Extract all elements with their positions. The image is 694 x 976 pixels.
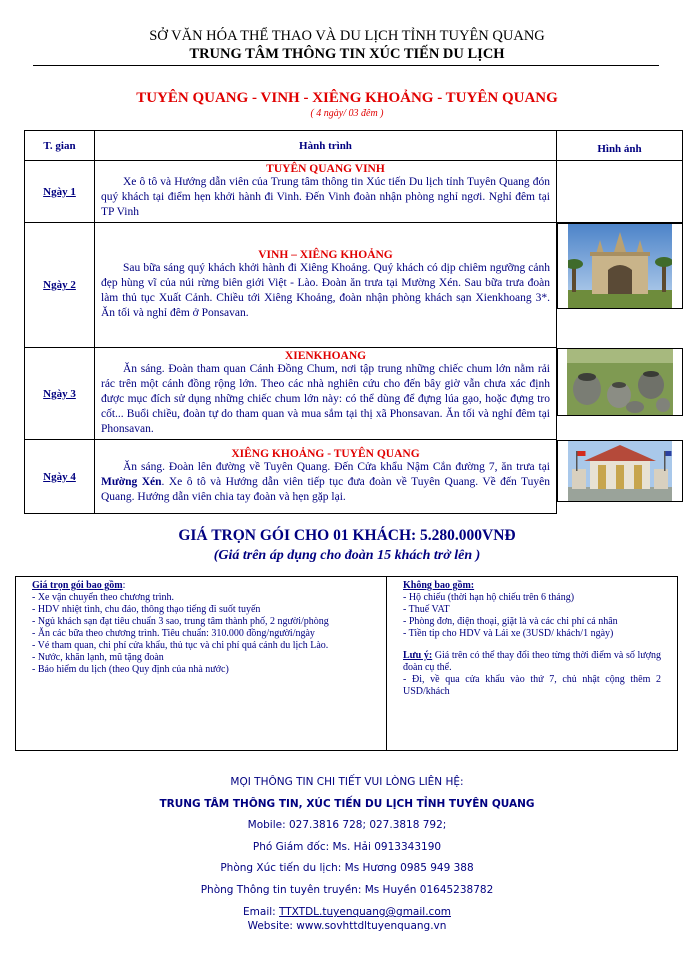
day-description	[95, 223, 557, 348]
contact-info-dept: Phòng Thông tin tuyên truyền: Ms Huyền 01645238782	[200, 883, 494, 896]
email-label: Email:	[243, 906, 280, 918]
day-description	[95, 348, 557, 440]
day-label: Ngày 2	[25, 223, 95, 348]
itinerary-row-day2	[25, 223, 683, 348]
header-divider	[33, 65, 659, 66]
day-title: VINH – XIÊNG KHOẢNG	[258, 249, 393, 261]
day-text	[95, 460, 556, 507]
day-text-bold: Mường Xén	[101, 476, 162, 488]
included-item: - HDV nhiệt tình, chu đáo, thông thạo tiếng đi suốt tuyến	[32, 604, 261, 615]
tour-duration: ( 4 ngày/ 03 đêm )	[310, 108, 384, 119]
day-text: Xe ô tô và Hướng dẫn viên của Trung tâm thông tin Xúc tiến Du lịch tỉnh Tuyên Quang đón quý khách tại điểm hẹn khởi hành đi Vinh. Đến Vinh đoàn nhận phòng nghỉ ngơi. Nghỉ đêm tại TP Vinh	[101, 176, 550, 218]
included-title	[32, 580, 370, 592]
disclaimer-text: Giá trên có thể thay đổi theo từng thời điểm và số lượng đoàn cụ thể.	[403, 650, 661, 673]
included-title-colon: :	[122, 580, 126, 591]
inclusions-table	[15, 576, 678, 751]
package-price: GIÁ TRỌN GÓI CHO 01 KHÁCH: 5.280.000VNĐ	[178, 527, 516, 544]
included-title-text: Giá trọn gói bao gồm	[32, 580, 123, 591]
day-image-cell	[557, 223, 683, 309]
border-gate-photo	[568, 441, 672, 501]
excluded-title: Không bao gồm:	[403, 580, 475, 591]
itinerary-row-day1	[25, 161, 683, 223]
header-center: TRUNG TÂM THÔNG TIN XÚC TIẾN DU LỊCH	[189, 46, 505, 62]
included-cell	[16, 577, 387, 751]
col-time-header: T. gian	[25, 131, 95, 161]
day-label: Ngày 3	[25, 348, 95, 440]
patuxai-monument-photo	[568, 224, 672, 308]
contact-promotion-dept: Phòng Xúc tiến du lịch: Ms Hương 0985 949 388	[220, 862, 474, 874]
col-image-header: Hình ảnh	[557, 131, 683, 161]
price-note: (Giá trên áp dụng cho đoàn 15 khách trở lên )	[213, 548, 481, 563]
weekend-surcharge-note: - Đi, về qua cửa khẩu vào thứ 7, chủ nhật cộng thêm 2 USD/khách	[403, 674, 661, 697]
header-department: SỞ VĂN HÓA THỂ THAO VÀ DU LỊCH TỈNH TUYÊN QUANG	[149, 28, 545, 44]
day-text-part: Ăn sáng. Đoàn lên đường về Tuyên Quang. Đến Cửa khẩu Nậm Cắn đường 7, ăn trưa tại	[123, 461, 550, 473]
excluded-item: - Phòng đơn, điện thoại, giặt là và các chi phí cá nhân	[403, 616, 618, 627]
itinerary-row-day4	[25, 440, 683, 514]
itinerary-header-row	[25, 131, 683, 161]
tour-title: TUYÊN QUANG - VINH - XIÊNG KHOẢNG - TUYÊN QUANG	[136, 90, 558, 106]
day-title: XIENKHOANG	[284, 350, 367, 362]
itinerary-table	[24, 130, 683, 514]
day-title: XIÊNG KHOẢNG - TUYÊN QUANG	[231, 448, 420, 460]
day-description	[95, 440, 557, 514]
plain-of-jars-photo	[567, 349, 673, 415]
contact-email-line	[0, 905, 694, 919]
day-image-cell	[557, 440, 683, 502]
contact-mobile: Mobile: 027.3816 728; 027.3818 792;	[247, 819, 447, 831]
contact-website[interactable]: Website: www.sovhttdltuyenquang.vn	[247, 920, 447, 932]
included-item: - Vé tham quan, chi phí cửa khẩu, thủ tục và chi phí quá cảnh du lịch Lào.	[32, 640, 329, 651]
excluded-item: - Thuế VAT	[403, 604, 450, 615]
disclaimer-label: Lưu ý:	[403, 650, 433, 661]
excluded-item: - Tiền tip cho HDV và Lái xe (3USD/ khách/1 ngày)	[403, 628, 614, 639]
email-link[interactable]: TTXTDL.tuyenquang@gmail.com	[279, 906, 451, 918]
included-item: - Bảo hiểm du lịch (theo Quy định của nhà nước)	[32, 664, 229, 675]
included-item: - Nước, khăn lạnh, mũ tặng đoàn	[32, 652, 164, 663]
day-description	[95, 161, 557, 223]
included-item: - Ăn các bữa theo chương trình. Tiêu chuẩn: 310.000 đồng/người/ngày	[32, 628, 315, 639]
contact-intro: MỌI THÔNG TIN CHI TIẾT VUI LÒNG LIÊN HỆ:	[230, 776, 464, 788]
day-title: TUYÊN QUANG VINH	[266, 163, 385, 175]
day-image-cell	[557, 348, 683, 416]
day-label: Ngày 4	[25, 440, 95, 514]
col-route-header: Hành trình	[95, 131, 557, 161]
day-text: Ăn sáng. Đoàn tham quan Cánh Đồng Chum, nơi tập trung những chiếc chum lớn nằm rải rác trên một cánh đồng rộng lớn. Theo các nhà nghiên cứu cho đến bây giờ vẫn chưa xác định được mục đích sử dụng những chiếc chum lớn này: có thể dùng để đựng lúa gạo, hoặc đựng tro cốt... Buổi chiều, đoàn tự do tham quan và mua sắm tại thị xã Phonsavan. Ăn tối và nghỉ đêm tại Phonsavan.	[101, 363, 550, 435]
day-text: Sau bữa sáng quý khách khởi hành đi Xiêng Khoảng. Quý khách có dịp chiêm ngưỡng cảnh đẹp hùng vĩ của núi rừng biên giới Việt - Lào. Đoàn ăn trưa tại Mường Xén. Sau bữa trưa đoàn làm thủ tục Xuất Cảnh. Chiều tới Xiêng Khoảng, đoàn nhận phòng khách sạn Xienkhoang 3*. Ăn tối và nghỉ đêm ở Ponsavan.	[101, 262, 550, 319]
day-text-part: . Xe ô tô và Hướng dẫn viên tiếp tục đưa đoàn về Tuyên Quang. Về đến Tuyên Quang. Hướng dẫn viên chia tay đoàn và hẹn gặp lại.	[101, 476, 550, 503]
itinerary-row-day3	[25, 348, 683, 440]
price-disclaimer	[403, 650, 661, 674]
day-label: Ngày 1	[25, 161, 95, 223]
included-item: - Xe vận chuyển theo chương trình.	[32, 592, 175, 603]
excluded-cell	[387, 577, 678, 751]
contact-deputy-director: Phó Giám đốc: Ms. Hải 0913343190	[252, 840, 442, 853]
day-image-empty	[557, 161, 683, 223]
excluded-item: - Hộ chiếu (thời hạn hộ chiếu trên 6 tháng)	[403, 592, 575, 603]
included-item: - Ngủ khách sạn đạt tiêu chuẩn 3 sao, trung tâm thành phố, 2 người/phòng	[32, 616, 329, 627]
contact-section	[0, 772, 694, 933]
contact-organization: TRUNG TÂM THÔNG TIN, XÚC TIẾN DU LỊCH TỈNH TUYÊN QUANG	[159, 797, 535, 810]
